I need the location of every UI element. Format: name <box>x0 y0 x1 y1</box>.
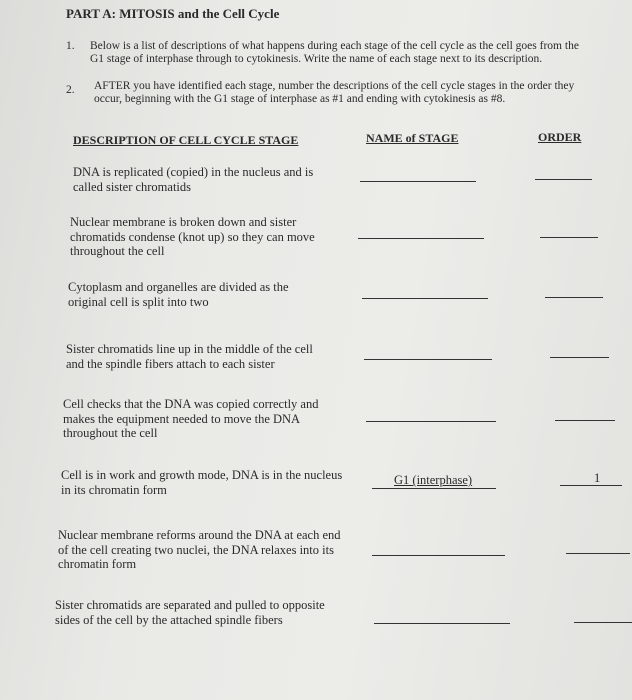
instruction-text: Below is a list of descriptions of what happens during each stage of the cell cycle as the cell goes from the G1 stage of interphase through to cytokinesis. Write the name of each stage next to its description. <box>90 40 579 65</box>
order-blank[interactable] <box>555 420 615 421</box>
stage-description: DNA is replicated (copied) in the nucleus and is called sister chromatids <box>73 165 314 194</box>
name-column-header: NAME of STAGE <box>366 131 459 145</box>
stage-name-blank[interactable] <box>360 181 476 182</box>
order-blank[interactable] <box>545 297 603 298</box>
stage-name-blank[interactable] <box>362 298 488 299</box>
stage-description: Cell is in work and growth mode, DNA is in the nucleus in its chromatin form <box>61 468 343 497</box>
stage-name-blank[interactable] <box>364 359 492 360</box>
stage-description: Sister chromatids line up in the middle of the cell and the spindle fibers attach to each sister <box>66 342 313 371</box>
stage-description: Nuclear membrane is broken down and sister chromatids condense (knot up) so they can move throughout the cell <box>70 215 315 258</box>
order-column-header: ORDER <box>538 130 582 144</box>
order-blank[interactable] <box>535 179 592 180</box>
order-blank[interactable] <box>566 553 630 554</box>
stage-description: Sister chromatids are separated and pulled to opposite sides of the cell by the attached spindle fibers <box>55 598 325 627</box>
instruction-number: 1. <box>66 40 75 52</box>
instruction-text: AFTER you have identified each stage, number the descriptions of the cell cycle stages in the order they occur, beginning with the G1 stage of interphase as #1 and ending with cytokinesis as #8. <box>94 80 575 105</box>
description-column-header: DESCRIPTION OF CELL CYCLE STAGE <box>73 133 299 147</box>
order-answer: 1 <box>594 471 601 485</box>
stage-name-blank[interactable] <box>366 421 496 422</box>
instruction-number: 2. <box>66 84 75 96</box>
stage-name-blank[interactable] <box>372 555 505 556</box>
stage-description: Cell checks that the DNA was copied correctly and makes the equipment needed to move the DNA throughout the cell <box>63 397 319 440</box>
order-blank[interactable] <box>550 357 609 358</box>
stage-name-blank[interactable] <box>358 238 484 239</box>
order-blank[interactable] <box>574 622 632 623</box>
order-blank[interactable] <box>540 237 598 238</box>
page-title: PART A: MITOSIS and the Cell Cycle <box>66 6 280 21</box>
stage-description: Cytoplasm and organelles are divided as the original cell is split into two <box>68 280 289 309</box>
stage-name-blank[interactable] <box>374 623 510 624</box>
stage-name-blank[interactable] <box>372 488 496 489</box>
order-blank[interactable] <box>560 485 622 486</box>
stage-description: Nuclear membrane reforms around the DNA at each end of the cell creating two nuclei, the DNA relaxes into its chromatin form <box>58 528 341 571</box>
stage-name-answer: G1 (interphase) <box>394 473 473 487</box>
